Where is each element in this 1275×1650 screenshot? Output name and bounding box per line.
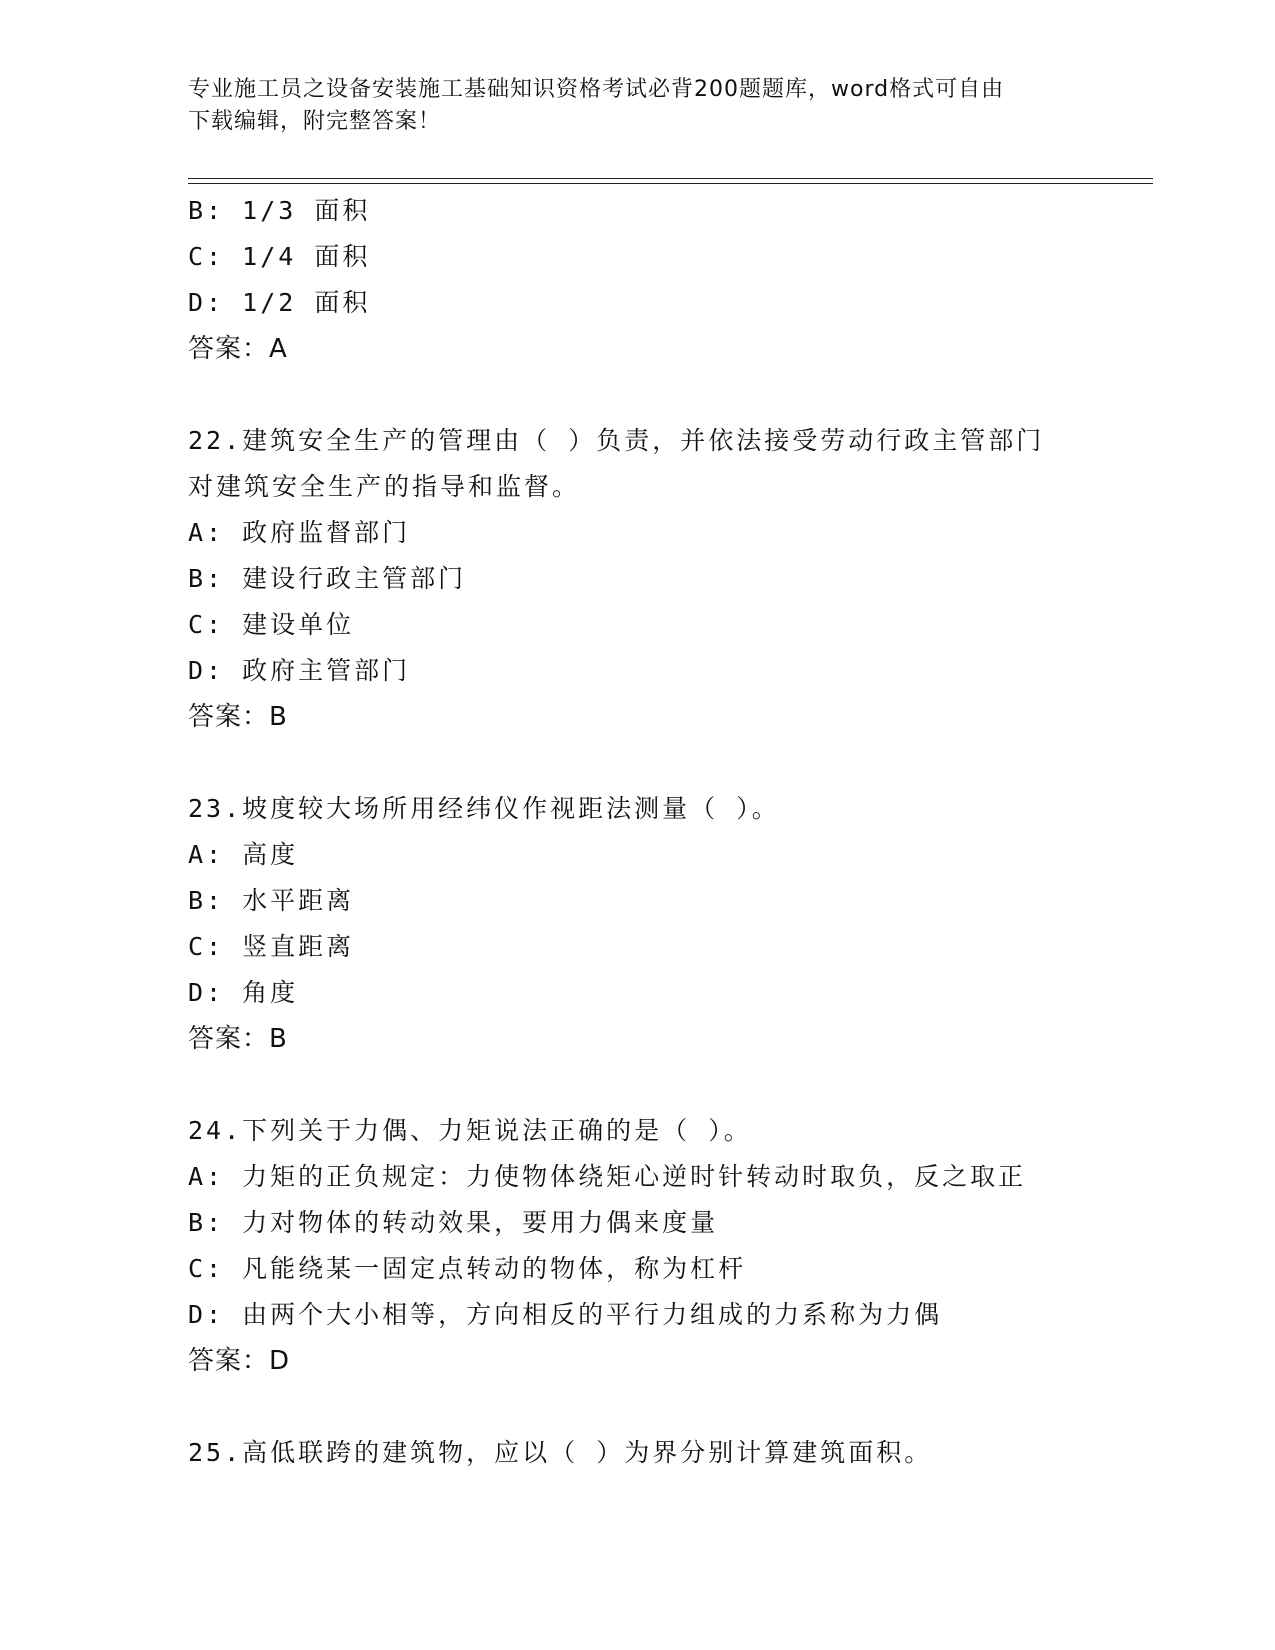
question-23 [188, 786, 1088, 1062]
spacer [188, 372, 1088, 418]
answer-line: 答案：D [188, 1346, 291, 1376]
option-b: B: 水平距离 [188, 886, 355, 915]
question-stem: 对建筑安全生产的指导和监督。 [188, 472, 581, 501]
question-25 [188, 1430, 1088, 1476]
spacer [188, 1384, 1088, 1430]
answer-line: 答案：B [188, 702, 288, 732]
option-c: C: 1/4 面积 [188, 242, 371, 271]
question-content [188, 188, 1088, 1476]
question-stem: 25.高低联跨的建筑物，应以（ ）为界分别计算建筑面积。 [188, 1438, 933, 1467]
spacer [188, 1062, 1088, 1108]
header-divider-bottom [188, 183, 1153, 184]
option-c: C: 建设单位 [188, 610, 355, 639]
option-d: D: 政府主管部门 [188, 656, 411, 685]
option-b: B: 1/3 面积 [188, 196, 371, 225]
option-d: D: 由两个大小相等，方向相反的平行力组成的力系称为力偶 [188, 1300, 943, 1329]
option-d: D: 角度 [188, 978, 299, 1007]
question-stem: 23.坡度较大场所用经纬仪作视距法测量（ ）。 [188, 794, 780, 823]
header-line-1: 专业施工员之设备安装施工基础知识资格考试必背200题题库，word格式可自由 [188, 77, 1005, 102]
option-b: B: 建设行政主管部门 [188, 564, 467, 593]
question-24 [188, 1108, 1088, 1384]
header-divider-top [188, 178, 1153, 179]
option-d: D: 1/2 面积 [188, 288, 371, 317]
spacer [188, 740, 1088, 786]
question-22 [188, 418, 1088, 740]
document-header [188, 74, 1088, 138]
header-line-2: 下载编辑，附完整答案！ [188, 109, 442, 134]
question-21-tail [188, 188, 1088, 372]
option-c: C: 竖直距离 [188, 932, 355, 961]
option-a: A: 高度 [188, 840, 299, 869]
option-a: A: 力矩的正负规定：力使物体绕矩心逆时针转动时取负，反之取正 [188, 1162, 1027, 1191]
option-c: C: 凡能绕某一固定点转动的物体，称为杠杆 [188, 1254, 747, 1283]
answer-line: 答案：B [188, 1024, 288, 1054]
answer-line: 答案：A [188, 334, 288, 364]
question-stem: 24.下列关于力偶、力矩说法正确的是（ ）。 [188, 1116, 752, 1145]
option-a: A: 政府监督部门 [188, 518, 411, 547]
question-stem: 22.建筑安全生产的管理由（ ）负责，并依法接受劳动行政主管部门 [188, 426, 1045, 455]
option-b: B: 力对物体的转动效果，要用力偶来度量 [188, 1208, 719, 1237]
